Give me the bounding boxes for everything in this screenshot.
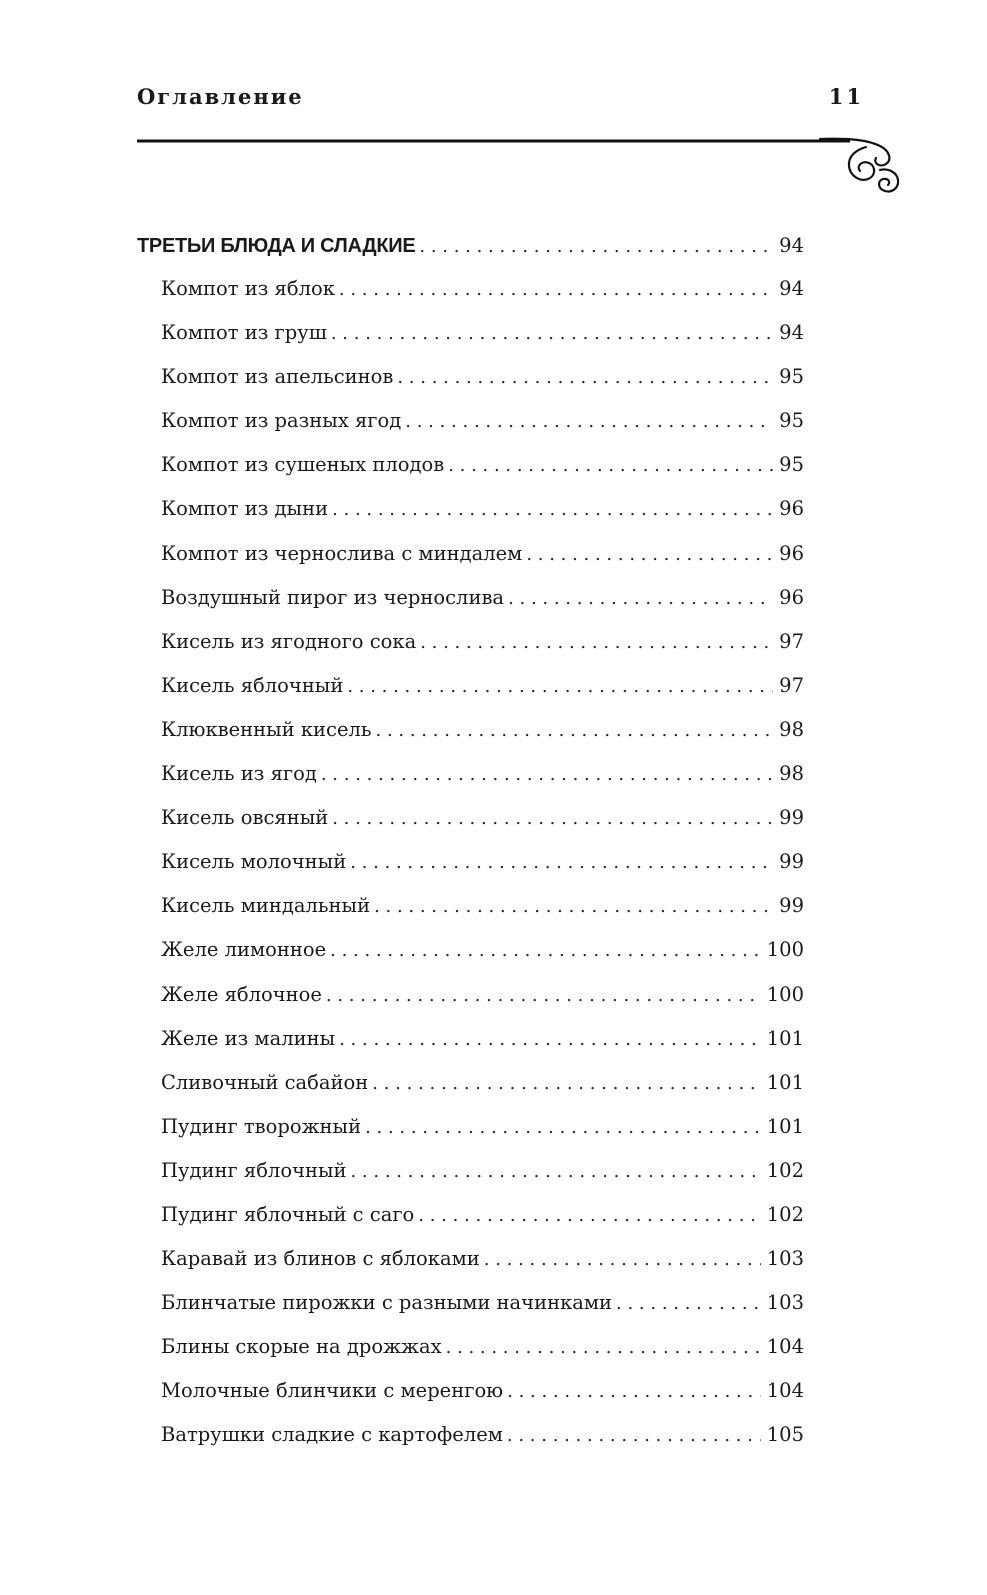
toc-entry-page: 96: [779, 497, 804, 521]
toc-entry[interactable]: [137, 894, 804, 938]
toc-entry-title: Каравай из блинов с яблоками: [161, 1247, 480, 1271]
toc-leader-dots: [526, 544, 773, 565]
running-head: [137, 84, 864, 114]
toc-entry[interactable]: [137, 938, 804, 982]
toc-entry[interactable]: [137, 586, 804, 630]
toc-entry-title: Компот из яблок: [161, 277, 335, 300]
toc-leader-dots: [508, 588, 773, 609]
toc-leader-dots: [419, 236, 773, 257]
toc-entry-title: Пудинг творожный: [161, 1114, 362, 1138]
toc-entry-page: 101: [766, 1070, 804, 1094]
toc-entry[interactable]: [137, 1291, 804, 1335]
toc-entry-title: Пудинг яблочный: [161, 1158, 347, 1182]
toc-entry[interactable]: [137, 1071, 804, 1115]
toc-entry-title: Кисель из ягодного сока: [161, 629, 417, 653]
toc-entry[interactable]: [137, 1027, 804, 1071]
toc-entry[interactable]: [137, 1247, 804, 1291]
running-title: Оглавление: [137, 84, 304, 109]
toc-leader-dots: [350, 852, 773, 873]
toc-entry-title: Кисель яблочный: [161, 673, 344, 697]
toc-entry[interactable]: [137, 1203, 804, 1247]
toc-entry[interactable]: [137, 718, 804, 762]
toc-entry-page: 103: [766, 1247, 804, 1271]
page-number: 11: [828, 84, 864, 109]
toc-entry-page: 99: [779, 894, 804, 918]
toc-entry-page: 104: [766, 1335, 804, 1359]
toc-entry-title: Компот из апельсинов: [161, 365, 394, 389]
flourish-ornament: [820, 139, 898, 192]
toc-entry[interactable]: [137, 1115, 804, 1159]
toc-entry[interactable]: [137, 497, 804, 541]
toc-entry[interactable]: [137, 277, 804, 321]
toc-entry[interactable]: [137, 630, 804, 674]
toc-entry[interactable]: [137, 365, 804, 409]
toc-section-title: ТРЕТЬИ БЛЮДА И СЛАДКИЕ: [137, 235, 416, 257]
toc-entry-title: Желе лимонное: [161, 938, 327, 962]
toc-leader-dots: [321, 764, 773, 785]
toc-leader-dots: [332, 808, 773, 829]
toc-entry-page: 102: [766, 1202, 804, 1226]
toc-leader-dots: [397, 367, 773, 388]
toc-item-list: [137, 277, 804, 1468]
toc-entry[interactable]: [137, 321, 804, 365]
toc-entry-title: Желе яблочное: [161, 982, 322, 1006]
toc-leader-dots: [376, 720, 774, 741]
toc-leader-dots: [330, 940, 761, 961]
toc-leader-dots: [616, 1293, 761, 1314]
toc-leader-dots: [418, 1205, 760, 1226]
toc-entry-page: 101: [766, 1026, 804, 1050]
toc-entry[interactable]: [137, 409, 804, 453]
toc-entry-page: 104: [766, 1379, 804, 1403]
toc-entry-title: Кисель овсяный: [161, 806, 329, 830]
toc-entry[interactable]: [137, 542, 804, 586]
toc-entry-title: Кисель молочный: [161, 850, 347, 874]
toc-entry-title: Молочные блинчики с меренгою: [161, 1379, 504, 1403]
toc-entry-page: 95: [779, 453, 804, 477]
toc-entry-title: Блинчатые пирожки с разными начинками: [161, 1291, 613, 1315]
toc-entry-page: 102: [766, 1158, 804, 1182]
toc-leader-dots: [420, 632, 773, 653]
toc-leader-dots: [507, 1425, 761, 1446]
toc-entry-title: Клюквенный кисель: [161, 717, 372, 741]
toc-entry-page: 101: [766, 1114, 804, 1138]
toc-leader-dots: [374, 896, 773, 917]
toc-leader-dots: [484, 1249, 761, 1270]
toc-entry-title: Кисель из ягод: [161, 762, 317, 786]
toc-entry-title: Пудинг яблочный с саго: [161, 1202, 415, 1226]
table-of-contents: [137, 234, 804, 1468]
toc-leader-dots: [331, 323, 773, 344]
toc-entry-title: Воздушный пирог из чернослива: [161, 585, 505, 609]
toc-section-heading[interactable]: [137, 234, 804, 277]
toc-entry[interactable]: [137, 453, 804, 497]
toc-leader-dots: [446, 1337, 761, 1358]
toc-entry-title: Компот из дыни: [161, 497, 329, 521]
toc-leader-dots: [405, 411, 773, 432]
toc-entry-page: 105: [766, 1423, 804, 1447]
toc-entry-page: 99: [779, 806, 804, 830]
toc-entry-page: 94: [779, 277, 804, 300]
toc-entry-page: 96: [779, 585, 804, 609]
toc-leader-dots: [507, 1381, 761, 1402]
toc-entry[interactable]: [137, 806, 804, 850]
toc-entry-title: Желе из малины: [161, 1026, 336, 1050]
toc-entry-title: Компот из груш: [161, 321, 327, 345]
toc-entry-title: Компот из чернослива с миндалем: [161, 541, 523, 565]
toc-entry-page: 98: [779, 717, 804, 741]
toc-entry[interactable]: [137, 1379, 804, 1423]
toc-leader-dots: [339, 279, 773, 300]
toc-entry-title: Компот из разных ягод: [161, 409, 402, 433]
toc-entry-title: Сливочный сабайон: [161, 1070, 369, 1094]
toc-entry[interactable]: [137, 1423, 804, 1467]
toc-entry-page: 96: [779, 541, 804, 565]
toc-entry-page: 97: [779, 673, 804, 697]
toc-entry-page: 94: [779, 321, 804, 345]
toc-leader-dots: [372, 1073, 760, 1094]
toc-entry[interactable]: [137, 1335, 804, 1379]
toc-leader-dots: [448, 455, 773, 476]
toc-leader-dots: [326, 985, 761, 1006]
toc-entry-page: 100: [766, 938, 804, 962]
toc-entry-page: 97: [779, 629, 804, 653]
toc-entry-page: 100: [766, 982, 804, 1006]
toc-entry-page: 95: [779, 365, 804, 389]
toc-leader-dots: [339, 1029, 761, 1050]
toc-entry-title: Кисель миндальный: [161, 894, 371, 918]
toc-entry[interactable]: [137, 1159, 804, 1203]
toc-entry-title: Ватрушки сладкие с картофелем: [161, 1423, 503, 1447]
toc-leader-dots: [347, 676, 773, 697]
toc-leader-dots: [332, 499, 773, 520]
toc-entry[interactable]: [137, 850, 804, 894]
toc-section-page: 94: [779, 234, 804, 257]
toc-leader-dots: [365, 1117, 761, 1138]
toc-entry-page: 103: [766, 1291, 804, 1315]
toc-leader-dots: [350, 1161, 760, 1182]
toc-entry-title: Компот из сушеных плодов: [161, 453, 445, 477]
toc-entry-title: Блины скорые на дрожжах: [161, 1335, 442, 1359]
toc-entry[interactable]: [137, 983, 804, 1027]
toc-entry[interactable]: [137, 762, 804, 806]
toc-entry-page: 99: [779, 850, 804, 874]
toc-entry-page: 98: [779, 762, 804, 786]
toc-entry-page: 95: [779, 409, 804, 433]
toc-entry[interactable]: [137, 674, 804, 718]
